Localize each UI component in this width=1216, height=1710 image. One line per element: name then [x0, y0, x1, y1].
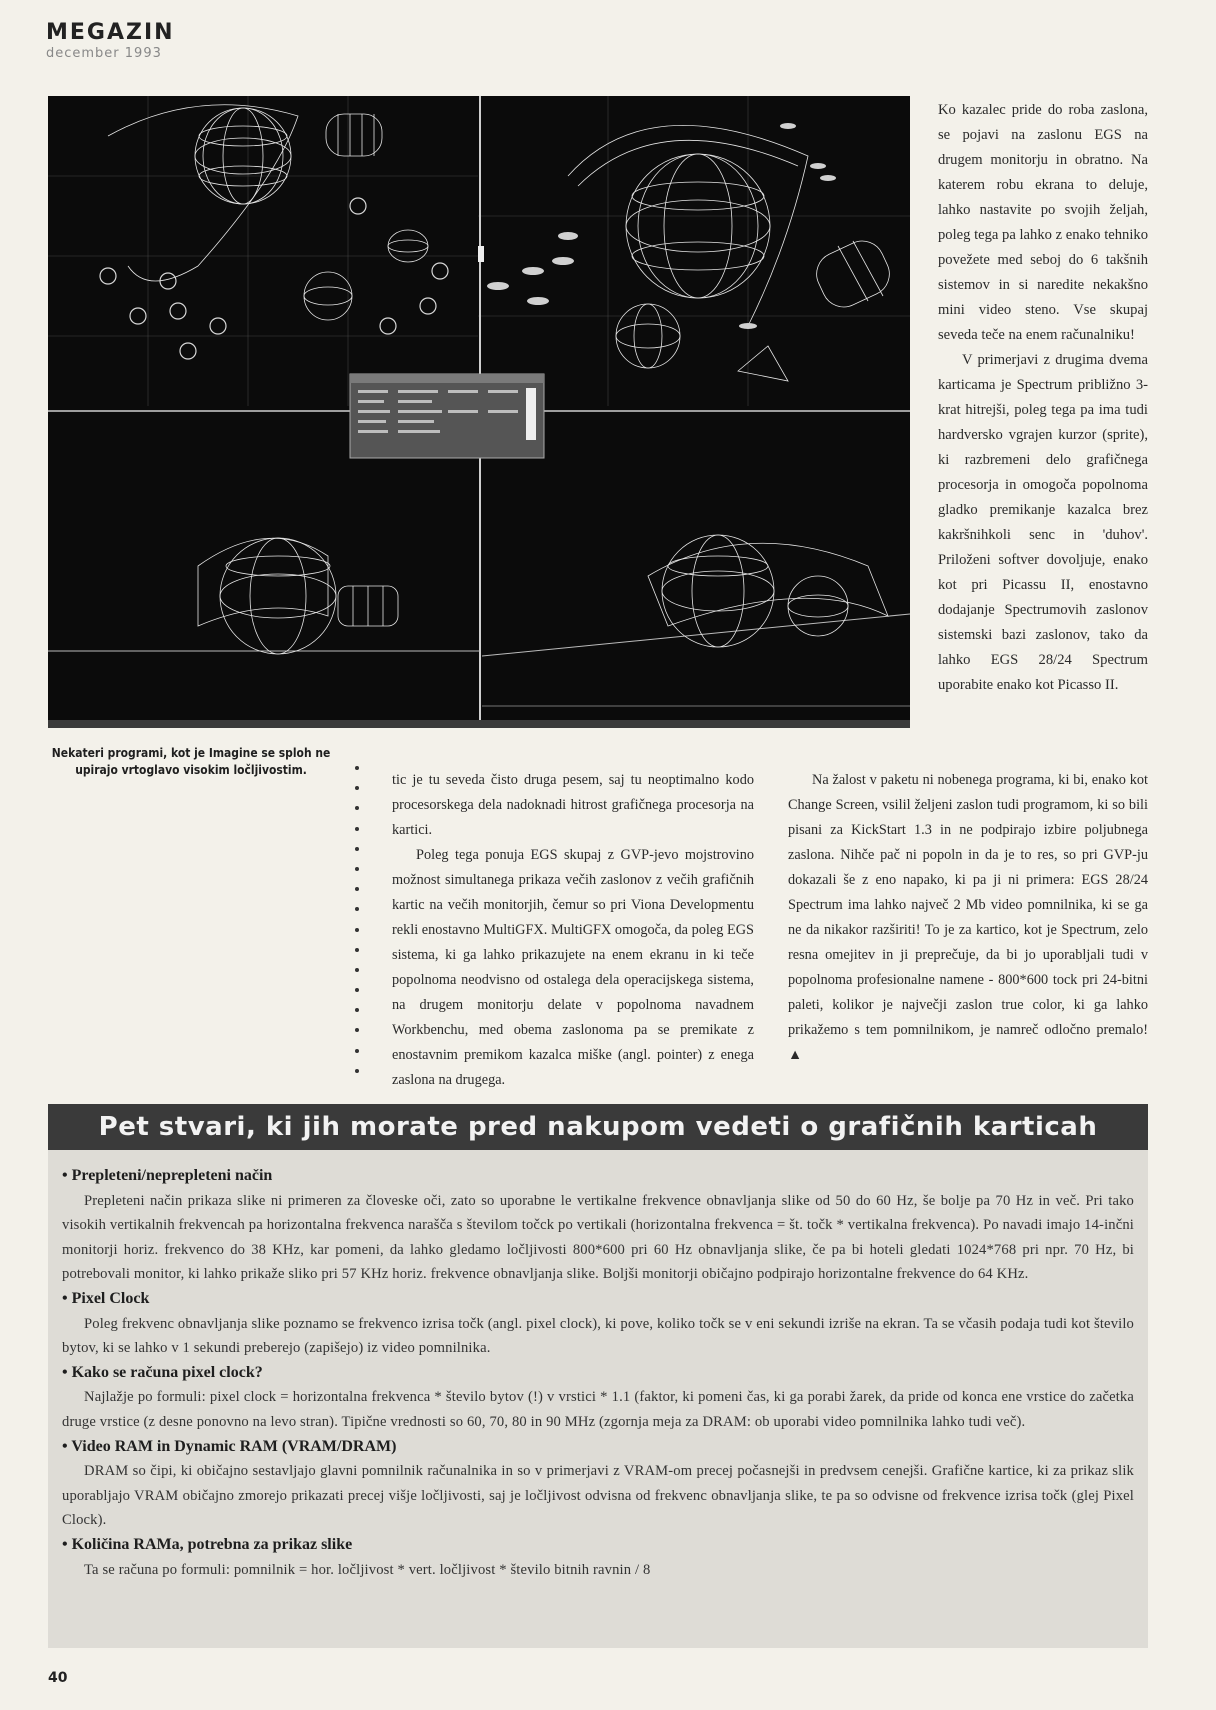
section-title: • Kako se računa pixel clock? [62, 1363, 263, 1381]
section-title: • Video RAM in Dynamic RAM (VRAM/DRAM) [62, 1437, 397, 1455]
section-text: Najlažje po formuli: pixel clock = horizontalna frekvenca * število bytov (!) v vrstici * 1.1 (faktor, ki pomeni čas, ki ga porabi žarek, da pride od konca ene vrstice do začetka druge vrstice (z desne ponovno na levo stran). Tipične vrednosti so 60, 70, 80 in 90 MHz (zgornja meja za DRAM: ob uporabi video pomnilnika lahko tudi več). [62, 1389, 1134, 1430]
article-column-right-top [938, 98, 1148, 698]
paragraph: V primerjavi z drugima dvema karticama je Spectrum približno 3-krat hitrejši, poleg tega pa ima tudi hardversko vgrajen kurzor (sprite), ki razbremeni delo grafičnega procesorja in omogoča popolnoma gladko premikanje kazalca brez kakršnihkoli senc in 'duhov'. Priloženi softver dovoljuje, enako kot pri Picassu II, enostavno dodajanje Spectrumovih zaslonov sistemski bazi zaslonov, tako da lahko EGS 28/24 Spectrum uporabite enako kot Picasso II. [938, 352, 1148, 693]
section-title: • Pixel Clock [62, 1289, 150, 1307]
page-number: 40 [48, 1670, 68, 1686]
section-text: Poleg frekvenc obnavljanja slike poznamo se frekvenco izrisa točk (angl. pixel clock), ki pove, koliko točk se v eni sekundi izriše na ekran. Ta se včasih podaja tudi kot število bytov, ki se lahko v 1 sekundi preberejo (zapišejo) iz video pomnilnika. [62, 1315, 1134, 1357]
sidebar-box-body [62, 1164, 1134, 1582]
article-column-right-bottom [788, 768, 1148, 1068]
sidebar-box [48, 1104, 1148, 1648]
paragraph: Ko kazalec pride do roba zaslona, se pojavi na zaslonu EGS na drugem monitorju in obratno. Na katerem robu ekrana to deluje, lahko nastavite po svojih željah, poleg tega pa lahko z enako tehniko povežete med seboj do 6 takšnih sistemov in si naredite nekakšno mini video steno. Vse skupaj seveda teče na enem računalniku! [938, 102, 1148, 343]
paragraph: Na žalost v paketu ni nobenega programa, ki bi, enako kot Change Screen, vsilil željeni zaslon tudi programom, ki so bili pisani za KickStart 1.3 in ne podpirajo izbire poljubnega zaslona. Nihče pač ni popoln in da je to res, so pri GVP-ju dokazali še z eno napako, ki pa ji ni primera: EGS 28/24 Spectrum ima lahko največ 2 Mb video pomnilnika, ki se ga ne da nikakor razširiti! To je za kartico, kot je Spectrum, zelo resna omejitev in ji preprečuje, da bi jo uporabljali tudi v popolnoma profesionalne namene - 800*600 tock pri 24-bitni paleti, kolikor je največji zaslon true color, ki ga lahko prikažemo s tem pomnilnikom, je namreč odločno premalo! ▲ [788, 772, 1148, 1063]
section-title: • Količina RAMa, potrebna za prikaz slike [62, 1535, 353, 1553]
imagine-wireframe-screenshot [48, 96, 910, 728]
paragraph: tic je tu seveda čisto druga pesem, saj tu neoptimalno kodo procesorskega dela nadoknadi hitrost grafičnega procesorja na kartici. [392, 772, 754, 838]
image-caption: Nekateri programi, kot je Imagine se sploh ne upirajo vrtoglavo visokim ločljivostim. [51, 745, 331, 777]
sidebar-box-title: Pet stvari, ki jih morate pred nakupom vedeti o grafičnih karticah [48, 1104, 1148, 1150]
article-column-middle [392, 768, 754, 1093]
magazine-title: MEGAZIN [46, 20, 175, 45]
dotted-divider [352, 766, 362, 1089]
section-title: • Prepleteni/neprepleteni način [62, 1167, 273, 1184]
section-text: DRAM so čipi, ki običajno sestavljajo glavni pomnilnik računalnika in so v primerjavi z VRAM-om precej počasnejši in predvsem cenejši. Grafične kartice, ki za prikaz slik uporabljajo VRAM običajno zmorejo prikazati precej višje ločljivosti, saj je ločljivost odvisna od frekvenc obnavljanja slike, te pa so odvisne od frekvence izrisa točk (glej Pixel Clock). [62, 1463, 1134, 1529]
masthead [46, 22, 175, 61]
section-text: Ta se računa po formuli: pomnilnik = hor. ločljivost * vert. ločljivost * število bitnih ravnin / 8 [84, 1561, 651, 1578]
section-text: Prepleteni način prikaza slike ni primeren za človeske oči, zato so uporabne le vertikalne frekvence obnavljanja slike od 50 do 60 Hz, še bolje pa 70 Hz in več. Pri tako visokih vertikalnih frekvencah pa horizontalna frekvenca narašča s številom točck po vertikali (horizontalna frekvenca = št. točk * vertikalna frekvenca). Po navadi imajo 14-inčni monitorji horiz. frekvenco do 38 KHz, kar pomeni, da lahko gledamo ločljivosti 800*600 pri 60 Hz obnavljanja slike, če pa bi hoteli gledati 1024*768 pri npr. 70 Hz, bi potrebovali monitor, ki lahko prikaže sliko pri 57 KHz horiz. frekvence obnavljanja slike. Boljši monitorji običajno podpirajo horizontalne frekvence do 64 KHz. [62, 1192, 1134, 1283]
issue-date: december 1993 [46, 46, 162, 61]
paragraph: Poleg tega ponuja EGS skupaj z GVP-jevo mojstrovino možnost simultanega prikaza večih zaslonov z večih grafičnih kartic na večih monitorjih, čemur so pri Viona Developmentu rekli enostavno MultiGFX. MultiGFX omogoča, da poleg EGS sistema, ki ga lahko prikazujete na enem ekranu in ki teče popolnoma neodvisno od ostalega dela operacijskega sistema, na drugem monitorju delate v popolnoma navadnem Workbenchu, med obema zaslonoma pa se premikate z enostavnim premikom kazalca miške (angl. pointer) z enega zaslona na drugega. [392, 847, 754, 1088]
